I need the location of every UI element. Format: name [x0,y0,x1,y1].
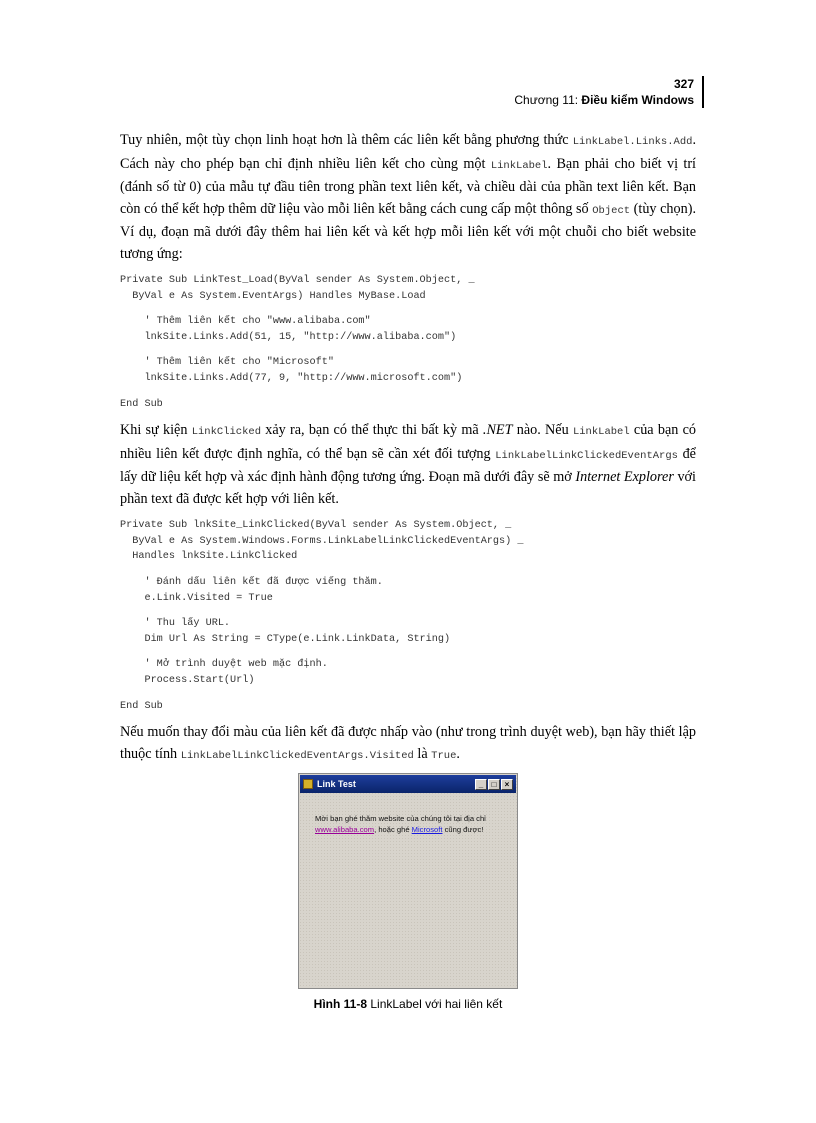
code-line: ' Mở trình duyệt web mặc định. [120,659,328,671]
label-text: Mời bạn ghé thăm website của chúng tôi tại địa chỉ [315,814,486,823]
text: là [413,745,432,762]
italic-text: .NET [482,422,513,439]
text: xảy ra, bạn có thể thực thi bất kỳ mã [261,422,483,439]
alibaba-link[interactable]: www.alibaba.com [315,824,375,834]
code-line: Dim Url As String = CType(e.Link.LinkData, String) [120,633,451,645]
paragraph-2 [120,420,696,510]
inline-code: LinkLabelLinkClickedEventArgs.Visited [180,749,414,762]
chapter-heading [514,92,694,108]
code-line: Process.Start(Url) [120,674,255,686]
inline-code: LinkLabel.Links.Add [572,136,693,148]
text: (tùy chọn). Ví dụ, đoạn mã dưới đây thêm hai liên kết và kết hợp mỗi liên kết với một chuỗi cho biết website tương ứng: [120,200,696,262]
code-line: ByVal e As System.Windows.Forms.LinkLabelLinkClickedEventArgs) _ [120,535,524,547]
code-line: End Sub [120,700,163,712]
code-line: ' Thêm liên kết cho "www.alibaba.com" [120,316,371,328]
text: . Cách này cho phép bạn chỉ định nhiều liên kết cho cùng một [120,132,696,172]
microsoft-link[interactable]: Microsoft [411,824,443,834]
figure-caption [0,997,816,1011]
code-block-2 [120,518,696,714]
text: của bạn có nhiều liên kết được định nghĩa, có thể bạn sẽ cần xét đối tượng [120,422,696,462]
paragraph-3 [120,722,696,767]
code-line: ' Đánh dấu liên kết đã được viếng thăm. [120,576,383,588]
maximize-icon[interactable]: □ [488,779,500,790]
page-number: 327 [673,77,694,91]
text: Khi sự kiện [120,422,192,439]
caption-text: LinkLabel với hai liên kết [367,997,503,1011]
inline-code: LinkClicked [191,426,261,439]
text: . [456,745,460,762]
text: với phần text đã được kết hợp với liên kết. [120,469,696,507]
text: Nếu muốn thay đổi màu của liên kết đã được nhấp vào (như trong trình duyệt web), bạn hãy thiết lập thuộc tính [120,724,696,762]
code-block-1 [120,273,696,412]
inline-code: LinkLabelLinkClickedEventArgs [495,449,678,462]
text: . Bạn phải cho biết vị trí (đánh số từ 0) của mẫu tự đầu tiên trong phần text liên kết, và chiều dài của phần text liên kết. Bạn còn có thể kết hợp thêm dữ liệu vào mỗi liên kết bằng cách cung cấp một thông số [120,155,697,217]
inline-code: True [431,749,457,762]
minimize-icon[interactable]: _ [475,779,487,790]
code-line: lnkSite.Links.Add(77, 9, "http://www.microsoft.com") [120,372,463,384]
code-line: e.Link.Visited = True [120,592,273,604]
label-text: , hoặc ghé [374,824,412,834]
code-line: Handles lnkSite.LinkClicked [120,551,298,563]
paragraph-1 [120,130,696,265]
inline-code: LinkLabel [572,426,630,439]
window-controls [475,779,513,790]
window-titlebar [300,775,516,793]
italic-text: Internet Explorer [575,469,674,486]
text: Tuy nhiên, một tùy chọn linh hoạt hơn là thêm các liên kết bằng phương thức [120,132,573,148]
code-line: ' Thu lấy URL. [120,618,231,630]
code-line: lnkSite.Links.Add(51, 15, "http://www.alibaba.com") [120,331,457,343]
text: để lấy dữ liệu kết hợp và xác định hành động tương ứng. Đoạn mã dưới đây sẽ mở [120,445,696,486]
code-line: Private Sub lnkSite_LinkClicked(ByVal sender As System.Object, _ [120,520,512,532]
code-line: Private Sub LinkTest_Load(ByVal sender As System.Object, _ [120,275,475,286]
link-label [315,814,495,835]
page-body [120,130,696,767]
window-title: Link Test [317,779,356,789]
code-line: ByVal e As System.EventArgs) Handles MyBase.Load [120,290,426,302]
inline-code: Object [592,204,631,217]
close-icon[interactable]: × [501,779,513,790]
label-text: cũng được! [442,824,484,834]
chapter-prefix: Chương 11: [514,93,582,107]
chapter-title: Điều kiểm Windows [581,93,694,107]
inline-code: LinkLabel [490,159,548,172]
app-icon [303,779,313,789]
code-line: End Sub [120,398,163,410]
caption-label: Hình 11-8 [313,997,368,1011]
code-line: ' Thêm liên kết cho "Microsoft" [120,357,334,369]
page-header [514,76,704,108]
text: nào. Nếu [512,422,573,439]
link-test-window-screenshot [298,773,518,989]
